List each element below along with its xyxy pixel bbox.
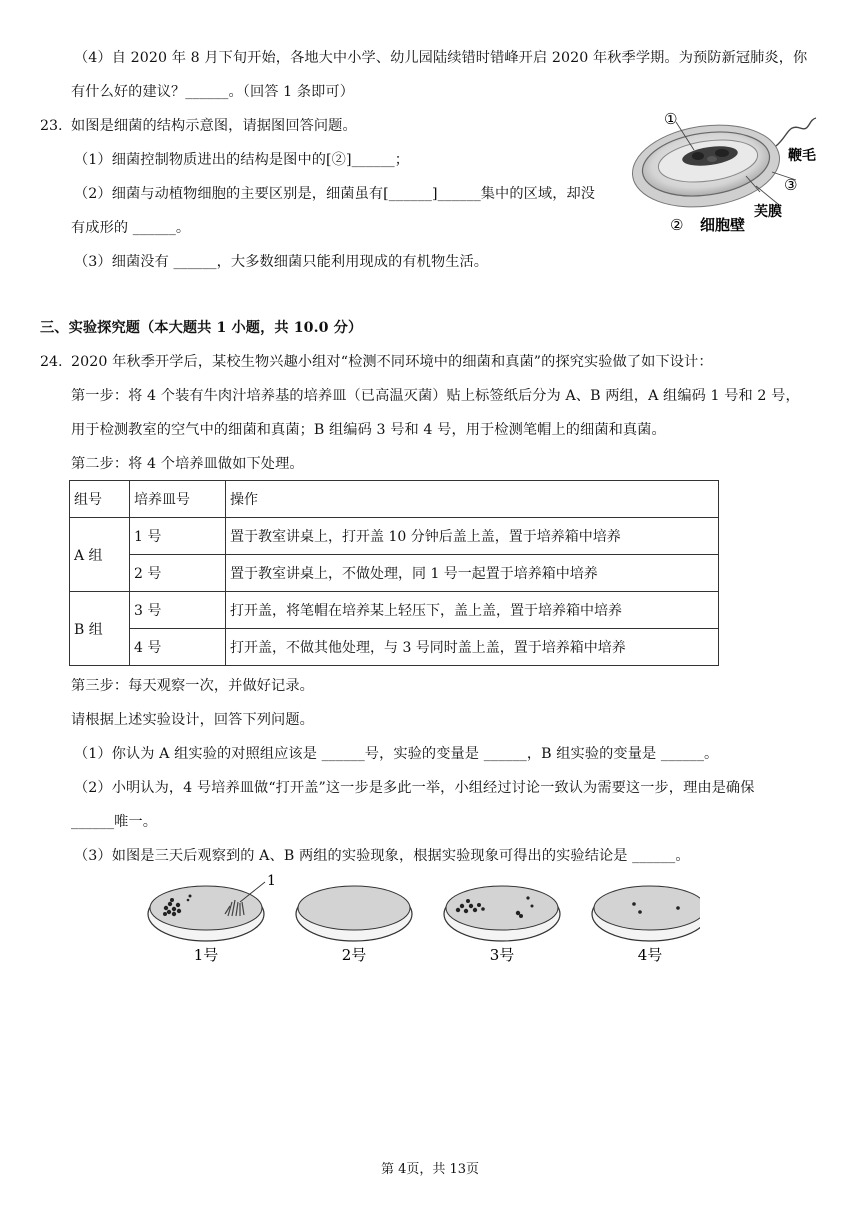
dish-cell: 2 号 <box>130 555 226 592</box>
group-a-cell: A 组 <box>70 518 130 592</box>
petri-dish-4 <box>592 886 700 941</box>
page-footer: 第 4页，共 13页 <box>380 1162 480 1177</box>
q24-ask: 请根据上述实验设计，回答下列问题。 <box>71 712 314 728</box>
q24-sub1: （1）你认为 A 组实验的对照组应该是 ______号，实验的变量是 ______，B 组实验的变量是 ______。 <box>74 746 719 762</box>
table-header-cell: 组号 <box>70 481 130 518</box>
q23-sub2-line2: 有成形的 ______。 <box>71 220 191 236</box>
q23-sub2-line1: （2）细菌与动植物细胞的主要区别是，细菌虽有[______]______集中的区域，却没 <box>74 186 596 202</box>
figure-label-2: ② <box>670 216 684 234</box>
q24-step1-line2: 用于检测教室的空气中的细菌和真菌；B 组编码 3 号和 4 号，用于检测笔帽上的细菌和真菌。 <box>71 422 666 438</box>
q24-step1-line1: 第一步：将 4 个装有牛肉汁培养基的培养皿（已高温灭菌）贴上标签纸后分为 A、B 两组，A 组编码 1 号和 2 号， <box>71 388 800 404</box>
figure-label-cellwall: 细胞壁 <box>700 216 746 234</box>
table-header-cell: 操作 <box>226 481 719 518</box>
dish-caption: 3号 <box>489 946 515 964</box>
operation-cell: 打开盖，不做其他处理，与 3 号同时盖上盖，置于培养箱中培养 <box>226 629 719 666</box>
dish-cell: 1 号 <box>130 518 226 555</box>
q23-sub1: （1）细菌控制物质进出的结构是图中的[②]______； <box>74 152 410 168</box>
dish-caption: 1号 <box>193 946 219 964</box>
q23-stem: 如图是细菌的结构示意图，请据图回答问题。 <box>71 118 357 134</box>
operation-cell: 置于教室讲桌上，不做处理，同 1 号一起置于培养箱中培养 <box>226 555 719 592</box>
q24-sub2-line1: （2）小明认为，4 号培养皿做“打开盖”这一步是多此一举，小组经过讨论一致认为需要这一步，理由是确保 <box>74 780 755 796</box>
dish-caption: 4号 <box>637 946 663 964</box>
table-row <box>70 518 719 555</box>
table-header-cell: 培养皿号 <box>130 481 226 518</box>
petri-dish-3 <box>444 886 560 941</box>
q22-part4-line1: （4）自 2020 年 8 月下旬开始，各地大中小学、幼儿园陆续错时错峰开启 2020 年秋季学期。为预防新冠肺炎，你 <box>74 50 808 66</box>
q22-part4-line2: 有什么好的建议？______。（回答 1 条即可） <box>71 84 355 100</box>
q24-sub2-line2: ______唯一。 <box>71 814 158 830</box>
operation-cell: 置于教室讲桌上，打开盖 10 分钟后盖上盖，置于培养箱中培养 <box>226 518 719 555</box>
petri-dish-1 <box>148 873 276 941</box>
group-b-cell: B 组 <box>70 592 130 666</box>
table-row <box>70 592 719 629</box>
petri-dish-2 <box>296 886 412 941</box>
q23-number: 23. <box>40 118 63 134</box>
dish-cell: 3 号 <box>130 592 226 629</box>
figure-label-flagellum: 鞭毛 <box>788 148 816 164</box>
q24-stem: 2020 年秋季开学后，某校生物兴趣小组对“检测不同环境中的细菌和真菌”的探究实验做了如下设计： <box>71 354 713 370</box>
bacteria-structure-figure <box>628 106 818 238</box>
q24-sub3: （3）如图是三天后观察到的 A、B 两组的实验现象，根据实验现象可得出的实验结论是 ______。 <box>74 848 690 864</box>
section-3-title: 三、实验探究题（本大题共 1 小题，共 10.0 分） <box>40 320 363 336</box>
figure-label-3: ③ <box>784 176 798 194</box>
q23-sub3: （3）细菌没有 ______，大多数细菌只能利用现成的有机物生活。 <box>74 254 489 270</box>
dish-caption: 2号 <box>341 946 367 964</box>
q24-step2: 第二步：将 4 个培养皿做如下处理。 <box>71 456 304 472</box>
figure-label-1: ① <box>664 110 678 128</box>
table-header-row <box>70 481 719 518</box>
flagellum-shape <box>776 118 816 146</box>
figure-label-capsule: 芙膜 <box>754 204 782 220</box>
table-row <box>70 629 719 666</box>
dish-cell: 4 号 <box>130 629 226 666</box>
experiment-table <box>69 480 719 666</box>
table-row <box>70 555 719 592</box>
dish-marker-label: 1 <box>267 873 276 889</box>
q24-number: 24. <box>40 354 63 370</box>
petri-dishes-figure <box>140 870 700 970</box>
q24-step3: 第三步：每天观察一次，并做好记录。 <box>71 678 314 694</box>
operation-cell: 打开盖，将笔帽在培养某上轻压下，盖上盖，置于培养箱中培养 <box>226 592 719 629</box>
